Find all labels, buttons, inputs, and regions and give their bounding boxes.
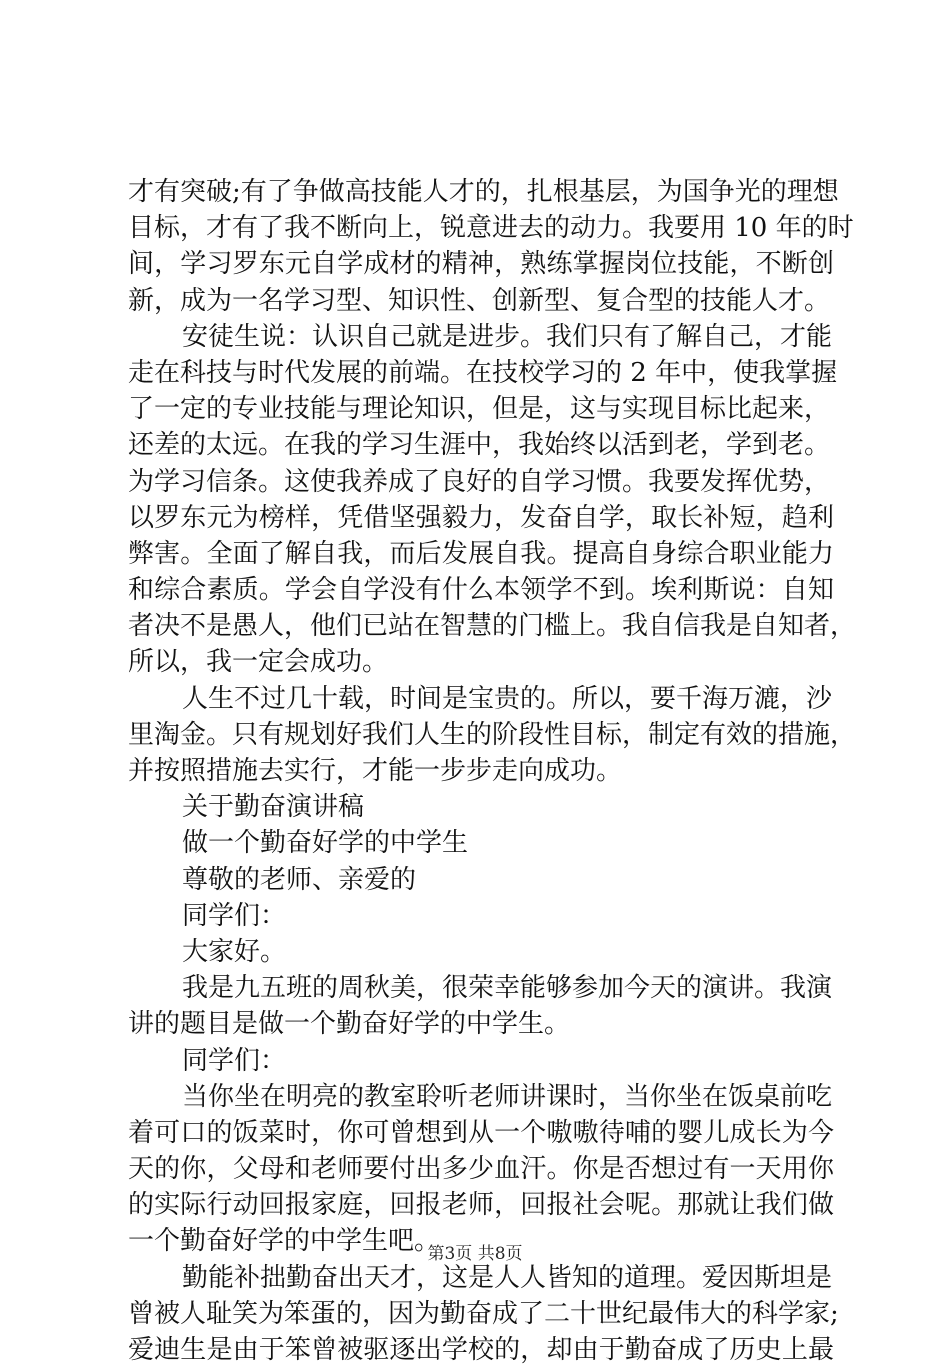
speech-title: 关于勤奋演讲稿 bbox=[182, 792, 365, 823]
paragraph-start-line: 当你坐在明亮的教室聆听老师讲课时，当你坐在饭桌前吃 bbox=[182, 1081, 833, 1112]
text-line: 并按照措施去实行，才能一步步走向成功。 bbox=[128, 756, 623, 786]
text-line: 才有突破;有了争做高技能人才的，扎根基层，为国争光的理想 bbox=[128, 177, 839, 207]
text-line: 者决不是愚人，他们已站在智慧的门槛上。我自信我是自知者， bbox=[128, 611, 857, 642]
document-body bbox=[128, 174, 857, 1368]
salutation-line: 同学们： bbox=[182, 1045, 287, 1076]
text-line: 新，成为一名学习型、知识性、创新型、复合型的技能人才。 bbox=[128, 285, 831, 316]
text-line: 所以，我一定会成功。 bbox=[128, 647, 389, 678]
text-line: 讲的题目是做一个勤奋好学的中学生。 bbox=[128, 1009, 571, 1040]
text-line: 着可口的饭菜时，你可曾想到从一个嗷嗷待哺的婴儿成长为今 bbox=[128, 1117, 834, 1148]
text-line: 里淘金。只有规划好我们人生的阶段性目标，制定有效的措施， bbox=[128, 719, 857, 750]
text-line: 爱迪生是由于笨曾被驱逐出学校的，却由于勤奋成了历史上最 bbox=[128, 1335, 834, 1365]
greeting-line: 大家好。 bbox=[182, 936, 287, 967]
text-line: 目标，才有了我不断向上，锐意进去的动力。我要用 10 年的时 bbox=[128, 213, 854, 244]
text-line: 为学习信条。这使我养成了良好的自学习惯。我要发挥优势， bbox=[128, 466, 831, 497]
text-line: 曾被人耻笑为笨蛋的，因为勤奋成了二十世纪最伟大的科学家; bbox=[128, 1298, 839, 1329]
salutation-line: 同学们： bbox=[182, 900, 287, 931]
text-line: 走在科技与时代发展的前端。在技校学习的 2 年中，使我掌握 bbox=[128, 357, 838, 388]
text-line: 还差的太远。在我的学习生涯中，我始终以活到老，学到老。 bbox=[128, 430, 831, 461]
text-line: 的实际行动回报家庭，回报老师，回报社会呢。那就让我们做 bbox=[128, 1190, 834, 1221]
text-line: 弊害。全面了解自我，而后发展自我。提高自身综合职业能力 bbox=[128, 538, 834, 569]
speech-subtitle: 做一个勤奋好学的中学生 bbox=[182, 828, 469, 859]
paragraph-start-line: 我是九五班的周秋美，很荣幸能够参加今天的演讲。我演 bbox=[182, 973, 833, 1004]
paragraph-start-line: 勤能补拙勤奋出天才，这是人人皆知的道理。爱因斯坦是 bbox=[182, 1262, 833, 1293]
page-number-footer: 第3页 共8页 bbox=[427, 1244, 523, 1264]
text-line: 以罗东元为榜样，凭借坚强毅力，发奋自学，取长补短，趋利 bbox=[128, 502, 834, 533]
text-line: 间，学习罗东元自学成材的精神，熟练掌握岗位技能，不断创 bbox=[128, 249, 834, 280]
paragraph-start-line: 人生不过几十载，时间是宝贵的。所以，要千海万漉，沙 bbox=[182, 683, 833, 714]
text-line: 了一定的专业技能与理论知识，但是，这与实现目标比起来， bbox=[128, 394, 831, 425]
salutation-line: 尊敬的老师、亲爱的 bbox=[182, 864, 417, 895]
paragraph-start-line: 安徒生说：认识自己就是进步。我们只有了解自己，才能 bbox=[182, 321, 833, 352]
text-line: 和综合素质。学会自学没有什么本领学不到。埃利斯说：自知 bbox=[128, 575, 834, 606]
text-line: 一个勤奋好学的中学生吧。 bbox=[128, 1226, 441, 1257]
text-line: 天的你，父母和老师要付出多少血汗。你是否想过有一天用你 bbox=[128, 1154, 834, 1185]
